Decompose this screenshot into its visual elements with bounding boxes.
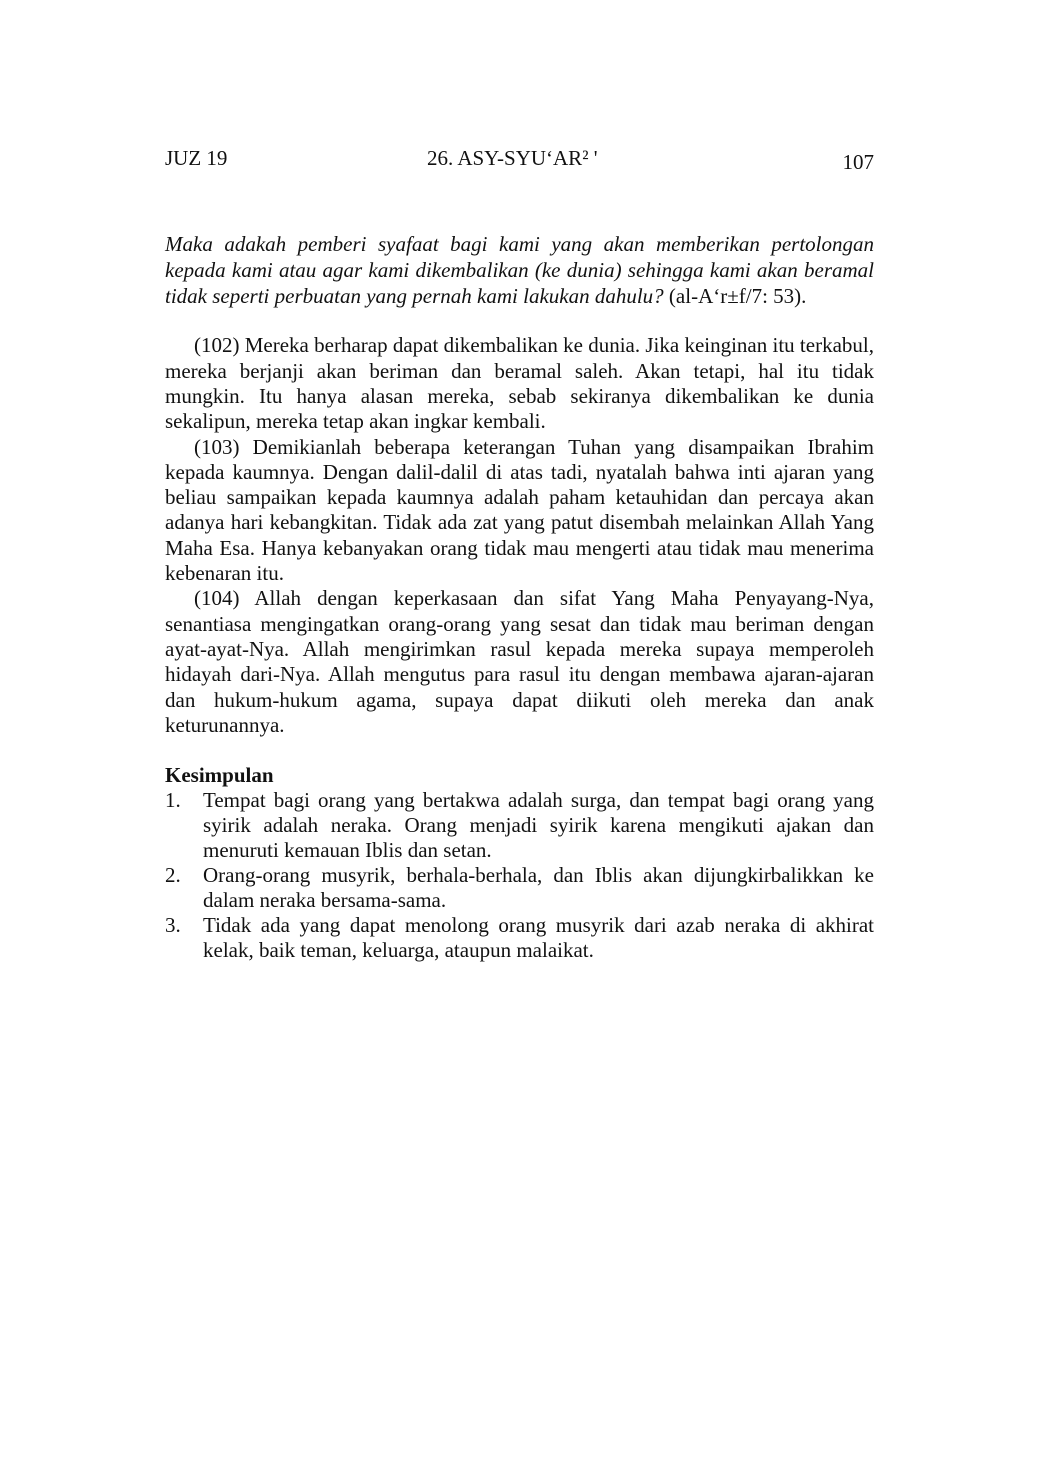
list-item <box>165 913 874 963</box>
quote-text: Maka adakah pemberi syafaat bagi kami yang akan memberikan pertolongan kepada kami atau agar kami dikembalikan (ke dunia) sehingga kami akan beramal tidak seperti perbuatan yang pernah kami lakukan dahulu? <box>165 232 874 308</box>
quran-quote <box>165 232 874 309</box>
list-item <box>165 863 874 913</box>
list-item-number: 1. <box>165 788 181 813</box>
juz-label: JUZ 19 <box>165 146 228 170</box>
quote-citation: (al-A‘r±f/7: 53). <box>663 283 807 308</box>
list-item-number: 3. <box>165 913 181 938</box>
conclusion-list <box>165 788 874 963</box>
commentary-body <box>165 333 874 738</box>
page-number: 107 <box>842 150 874 174</box>
paragraph-103: (103) Demikianlah beberapa keterangan Tuhan yang disampaikan Ibrahim kepada kaumnya. Dengan dalil-dalil di atas tadi, nyatalah bahwa inti ajaran yang beliau sampaikan kepada kaumnya adalah paham ketauhidan dan percaya akan adanya hari kebangkitan. Tidak ada zat yang patut disembah melainkan Allah Yang Maha Esa. Hanya kebanyakan orang tidak mau mengerti atau tidak mau menerima kebenaran itu. <box>165 434 874 586</box>
list-item-text: Tidak ada yang dapat menolong orang musyrik dari azab neraka di akhirat kelak, baik teman, keluarga, ataupun malaikat. <box>203 913 874 963</box>
paragraph-104: (104) Allah dengan keperkasaan dan sifat Yang Maha Penyayang-Nya, senantiasa mengingatkan orang-orang yang sesat dan tidak mau beriman dengan ayat-ayat-Nya. Allah mengirimkan rasul kepada mereka supaya memperoleh hidayah dari-Nya. Allah mengutus para rasul itu dengan membawa ajaran-ajaran dan hukum-hukum agama, supaya dapat diikuti oleh mereka dan anak keturunannya. <box>165 586 874 737</box>
running-header <box>165 146 874 176</box>
list-item-text: Orang-orang musyrik, berhala-berhala, dan Iblis akan dijungkirbalikkan ke dalam neraka bersama-sama. <box>203 863 874 913</box>
list-item-number: 2. <box>165 863 181 888</box>
paragraph-102: (102) Mereka berharap dapat dikembalikan ke dunia. Jika keinginan itu terkabul, mereka berjanji akan beriman dan beramal saleh. Akan tetapi, hal itu tidak mungkin. Itu hanya alasan mereka, sebab sekiranya dikembalikan ke dunia sekalipun, mereka tetap akan ingkar kembali. <box>165 333 874 434</box>
conclusion-heading: Kesimpulan <box>165 763 274 788</box>
document-page <box>165 146 874 963</box>
list-item <box>165 788 874 863</box>
surah-title: 26. ASY-SYU‘AR² ' <box>427 146 598 170</box>
list-item-text: Tempat bagi orang yang bertakwa adalah surga, dan tempat bagi orang yang syirik adalah neraka. Orang menjadi syirik karena mengikuti ajakan dan menuruti kemauan Iblis dan setan. <box>203 788 874 863</box>
